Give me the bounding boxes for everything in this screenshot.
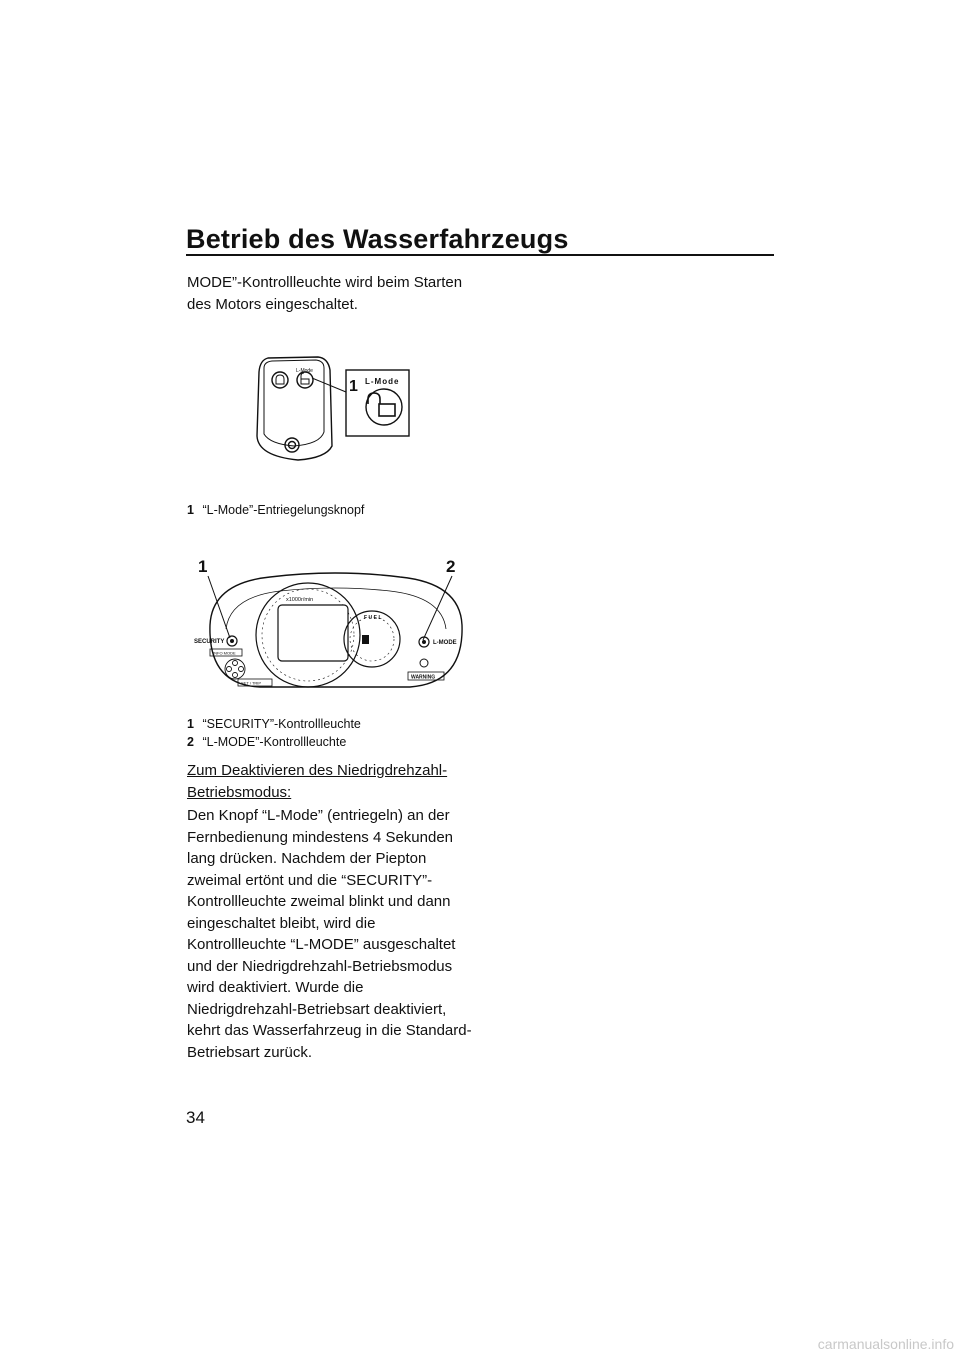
mode-buttons [225, 659, 245, 679]
callout-number-1: 1 [198, 557, 208, 576]
page-title: Betrieb des Wasserfahrzeugs [186, 224, 569, 254]
callout-label: L-Mode [365, 377, 400, 386]
warning-indicator [420, 659, 428, 667]
section-body: Den Knopf “L-Mode” (entriegeln) an der Fernbedienung mindestens 4 Sekunden lang drücken. Nachdem der Piepton zweimal ertönt und die “SECURITY”-Kontrollleuchte zweimal blinkt und dann eingeschaltet bleibt, wird die Kontrollleuchte “L-MODE” ausgeschaltet und der Niedrigdrehzahl-Betriebsmodus wird deaktiviert. Wurde die Niedrigdrehzahl-Betriebsart deaktiviert, kehrt das Wasserfahrzeug in die Standard-Betriebsart zurück. [187, 807, 472, 1061]
rpm-label: x1000r/min [286, 597, 314, 603]
set-trip-tag: SET / TRIP [241, 680, 262, 686]
caption-text: “L-MODE”-Kontrollleuchte [202, 735, 347, 749]
remote-lock-icon [276, 375, 284, 384]
instrument-panel-figure [190, 553, 480, 698]
figure2-caption-2 [187, 734, 346, 751]
remote-lmode-label: L-Mode [296, 368, 313, 374]
warning-label: WARNING [411, 674, 436, 681]
remote-control-figure [250, 352, 415, 467]
caption-number: 2 [187, 735, 194, 749]
lmode-label: L-MODE [433, 640, 457, 646]
figure1-caption [187, 502, 364, 519]
intro-paragraph: MODE”-Kontrollleuchte wird beim Starten des Motors eingeschaltet. [187, 274, 463, 313]
caption-text: “SECURITY”-Kontrollleuchte [202, 717, 361, 731]
callout-number: 1 [349, 378, 358, 395]
watermark: carmanualsonline.info [817, 1336, 954, 1352]
caption-text: “L-Mode”-Entriegelungsknopf [202, 503, 365, 517]
callout-number-2: 2 [446, 557, 456, 576]
lcd-display [278, 605, 348, 661]
info-mode-tag: INFO MODE [213, 650, 236, 656]
header-rule [186, 254, 774, 256]
figure2-caption-1 [187, 716, 361, 733]
caption-number: 1 [187, 717, 194, 731]
page-number: 34 [186, 1108, 205, 1127]
section-heading: Zum Deaktivieren des Niedrigdrehzahl-Betriebsmodus: [187, 762, 448, 801]
fuel-pump-icon [362, 635, 369, 644]
remote-unlock-icon [301, 373, 309, 384]
security-label: SECURITY [194, 639, 225, 645]
caption-number: 1 [187, 503, 194, 517]
fuel-label: FUEL [364, 615, 384, 621]
